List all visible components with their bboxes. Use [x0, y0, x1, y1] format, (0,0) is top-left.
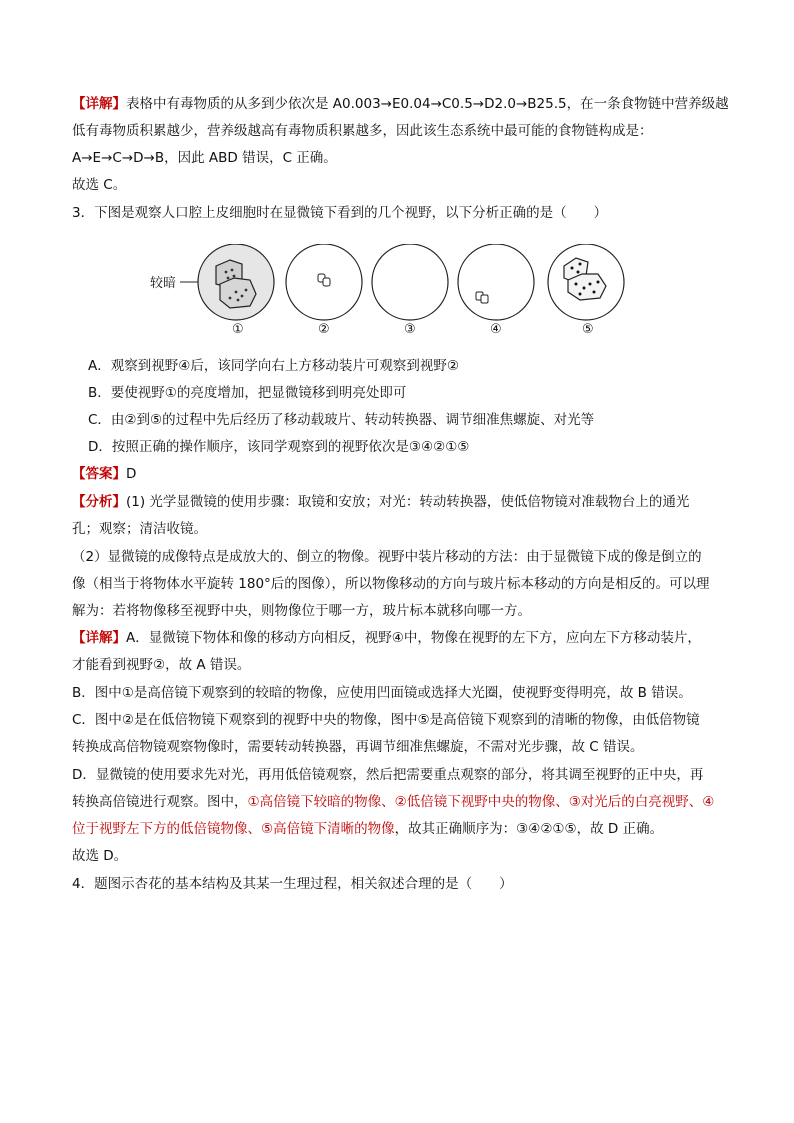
detail-tag: 【详解】: [72, 96, 126, 112]
q3-detail-c2: 转换成高倍物镜观察物像时，需要转动转换器，再调节细准焦螺旋，不需对光步骤，故 C 错误。: [72, 739, 644, 755]
field-5-label: ⑤: [582, 322, 594, 337]
analysis-tag: 【分析】: [72, 494, 126, 510]
answer-line: [72, 464, 732, 484]
analysis-line-4: 像（相当于将物体水平旋转 180°后的图像），所以物像移动的方向与玻片标本移动的方向是相反的。可以理: [72, 576, 710, 592]
field-3-label: ③: [404, 322, 416, 337]
field-2-label: ②: [318, 322, 330, 337]
q3-detail-b: B．图中①是高倍镜下观察到的较暗的物像，应使用凹面镜或选择大光圈，使视野变得明亮，故 B 错误。: [72, 685, 692, 701]
option-d: D．按照正确的操作顺序，该同学观察到的视野依次是③④②①⑤: [88, 439, 470, 455]
conclusion-line: 故选 C。: [72, 177, 127, 193]
fields-svg: [150, 244, 640, 340]
analysis-text-1: (1) 光学显微镜的使用步骤：取镜和安放；对光：转动转换器，使低倍物镜对准载物台上的通光: [126, 494, 690, 510]
field-4-label: ④: [490, 322, 502, 337]
answer-value: D: [126, 466, 137, 482]
q3-detail-d3-red: 位于视野左下方的低倍镜物像、⑤高倍镜下清晰的物像: [72, 821, 395, 837]
q3-detail-a2: 才能看到视野②，故 A 错误。: [72, 657, 251, 673]
analysis-line-5: 解为：若将物像移至视野中央，则物像位于哪一方，玻片标本就移向哪一方。: [72, 603, 531, 619]
field-5-icon: [548, 244, 624, 320]
q3-detail-d3-text: ，故其正确顺序为：③④②①⑤，故 D 正确。: [394, 821, 664, 837]
detail-line-3: A→E→C→D→B，因此 ABD 错误，C 正确。: [72, 150, 337, 166]
analysis-line-2: 孔；观察；清洁收镜。: [72, 521, 207, 537]
option-c: C．由②到⑤的过程中先后经历了移动载玻片、转动转换器、调节细准焦螺旋、对光等: [88, 412, 595, 428]
q3-detail-d2-red: ①高倍镜下较暗的物像、②低倍镜下视野中央的物像、③对光后的白亮视野、④: [247, 794, 715, 810]
q3-detail-c1: C．图中②是在低倍物镜下观察到的视野中央的物像，图中⑤是高倍镜下观察到的清晰的物像，由低倍物镜: [72, 712, 700, 728]
option-a: A．观察到视野④后，该同学向右上方移动装片可观察到视野②: [88, 358, 459, 374]
field-2-icon: [286, 244, 362, 320]
question-3-stem: 3．下图是观察人口腔上皮细胞时在显微镜下看到的几个视野，以下分析正确的是（ ）: [72, 205, 608, 221]
answer-tag: 【答案】: [72, 466, 126, 482]
q3-detail-d2-text: 转换高倍镜进行观察。图中，: [72, 794, 248, 810]
darker-label: 较暗: [150, 276, 177, 291]
detail-text: 表格中有毒物质的从多到少依次是 A0.003→E0.04→C0.5→D2.0→B25.5，在一条食物链中营养级越: [126, 96, 729, 112]
question-4-stem: 4．题图示杏花的基本结构及其某一生理过程，相关叙述合理的是（ ）: [72, 876, 513, 892]
detail-line-2: 低有毒物质积累越少，营养级越高有毒物质积累越多，因此该生态系统中最可能的食物链构成是：: [72, 123, 653, 139]
q3-detail-d3: [72, 819, 732, 839]
analysis-line-3: （2）显微镜的成像特点是成放大的、倒立的物像。视野中装片移动的方法：由于显微镜下成的像是倒立的: [72, 549, 702, 565]
q3-detail-tag: 【详解】: [72, 630, 126, 646]
q3-detail-d1: D．显微镜的使用要求先对光，再用低倍镜观察，然后把需要重点观察的部分，将其调至视野的正中央，再: [72, 767, 704, 783]
detail-line-1: [72, 94, 732, 114]
field-1-label: ①: [232, 322, 244, 337]
q3-detail-d2: [72, 792, 732, 812]
microscope-fields-figure: [150, 244, 640, 340]
q3-conclusion: 故选 D。: [72, 848, 128, 864]
field-1-icon: [198, 244, 274, 320]
analysis-line-1: [72, 492, 732, 512]
option-b: B．要使视野①的亮度增加，把显微镜移到明亮处即可: [88, 385, 407, 401]
q3-detail-line-1: [72, 628, 732, 648]
q3-detail-a1: A．显微镜下物体和像的移动方向相反，视野④中，物像在视野的左下方，应向左下方移动装片，: [126, 630, 701, 646]
field-3-icon: [372, 244, 448, 320]
field-4-icon: [458, 244, 534, 320]
